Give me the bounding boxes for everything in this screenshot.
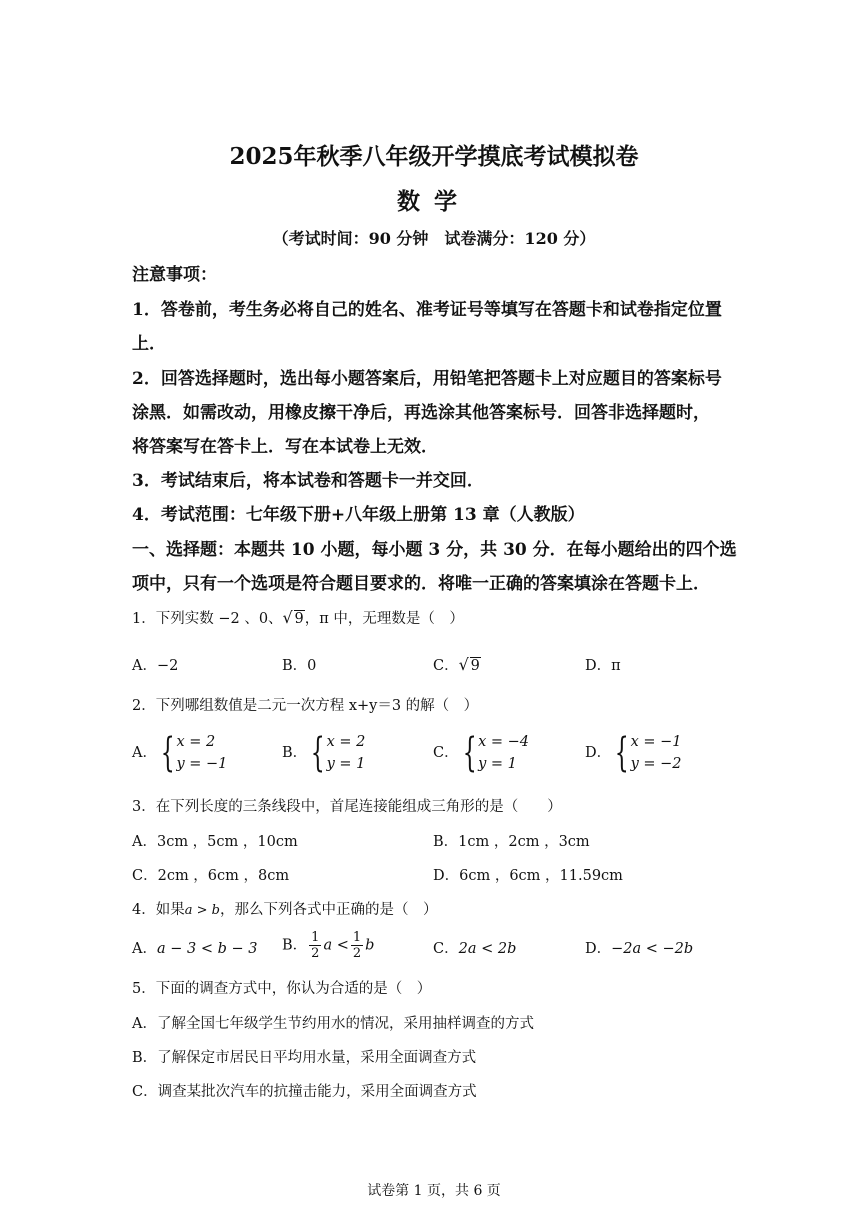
q5-option-a: A．了解全国七年级学生节约用水的情况，采用抽样调查的方式: [132, 1016, 534, 1032]
q1-option-a: A．−2: [132, 658, 179, 674]
note-1-line-1: 1．答卷前，考生务必将自己的姓名、准考证号等填写在答题卡和试卷指定位置: [132, 300, 722, 320]
brace-symbol: {: [160, 730, 175, 776]
exam-info: （考试时间：90 分钟 试卷满分：120 分）: [272, 229, 596, 248]
question-4-stem: 4．如果a > b，那么下列各式中正确的是（ ）: [132, 902, 438, 918]
q2-option-c: C． { x = −4 y = 1: [433, 730, 529, 776]
page-footer: 试卷第 1 页，共 6 页: [367, 1183, 501, 1199]
q1-option-b: B．0: [282, 658, 317, 674]
fraction: $\frac{1}{2}$: [352, 930, 362, 961]
q5-option-b: B．了解保定市居民日平均用水量，采用全面调查方式: [132, 1050, 477, 1066]
q2-option-b: B． { x = 2 y = 1: [282, 730, 366, 776]
brace-symbol: {: [462, 730, 477, 776]
q4-option-a: A．a − 3 < b − 3: [132, 941, 258, 957]
question-5-stem: 5．下面的调查方式中，你认为合适的是（ ）: [132, 981, 432, 997]
exam-title: 2025年秋季八年级开学摸底考试模拟卷: [229, 143, 639, 170]
q4-option-c: C．2a < 2b: [433, 941, 517, 957]
note-3: 3．考试结束后，将本试卷和答题卡一并交回．: [132, 471, 484, 491]
q2-option-a: A． { x = 2 y = −1: [132, 730, 228, 776]
question-2-stem: 2．下列哪组数值是二元一次方程 x+y＝3 的解（ ）: [132, 698, 479, 714]
q1-option-d: D．π: [585, 658, 621, 674]
q3-option-c: C．2cm ，6cm ，8cm: [132, 868, 290, 884]
q4-option-d: D．−2a < −2b: [585, 941, 694, 957]
notes-heading: 注意事项：: [132, 265, 217, 285]
fraction: $\frac{1}{2}$: [311, 930, 320, 961]
q3-option-a: A．3cm ，5cm ，10cm: [132, 834, 298, 850]
q4-option-b: B． $\frac{1}{2}$ a < $\frac{1}{2}$ b: [282, 930, 375, 961]
note-1-line-2: 上．: [132, 334, 166, 354]
question-1-stem: 1．下列实数 −2 、0、 √ 9，π 中，无理数是（ ）: [132, 608, 464, 627]
sqrt-symbol: √ 9: [458, 655, 480, 674]
question-3-stem: 3．在下列长度的三条线段中，首尾连接能组成三角形的是（ ）: [132, 799, 562, 815]
note-2-line-1: 2．回答选择题时，选出每小题答案后，用铅笔把答题卡上对应题目的答案标号: [132, 369, 722, 389]
q3-option-b: B．1cm ，2cm ，3cm: [433, 834, 590, 850]
q5-option-c: C．调查某批次汽车的抗撞击能力，采用全面调查方式: [132, 1084, 477, 1100]
note-4: 4．考试范围：七年级下册+八年级上册第 13 章（人教版）: [132, 505, 585, 525]
subject-title: 数学: [397, 188, 471, 215]
section-1-line-1: 一、选择题：本题共 10 小题，每小题 3 分，共 30 分．在每小题给出的四个选: [132, 540, 737, 560]
section-1-line-2: 项中，只有一个选项是符合题目要求的．将唯一正确的答案填涂在答题卡上．: [132, 574, 710, 594]
q1-option-c: C． √ 9: [433, 655, 480, 674]
note-2-line-2: 涂黑．如需改动，用橡皮擦干净后，再选涂其他答案标号．回答非选择题时，: [132, 403, 710, 423]
q3-option-d: D．6cm ，6cm ，11.59cm: [433, 868, 623, 884]
sqrt-symbol: √ 9: [282, 608, 304, 627]
brace-symbol: {: [310, 730, 325, 776]
q2-option-d: D． { x = −1 y = −2: [585, 730, 682, 776]
note-2-line-3: 将答案写在答卡上．写在本试卷上无效．: [132, 437, 438, 457]
brace-symbol: {: [614, 730, 629, 776]
